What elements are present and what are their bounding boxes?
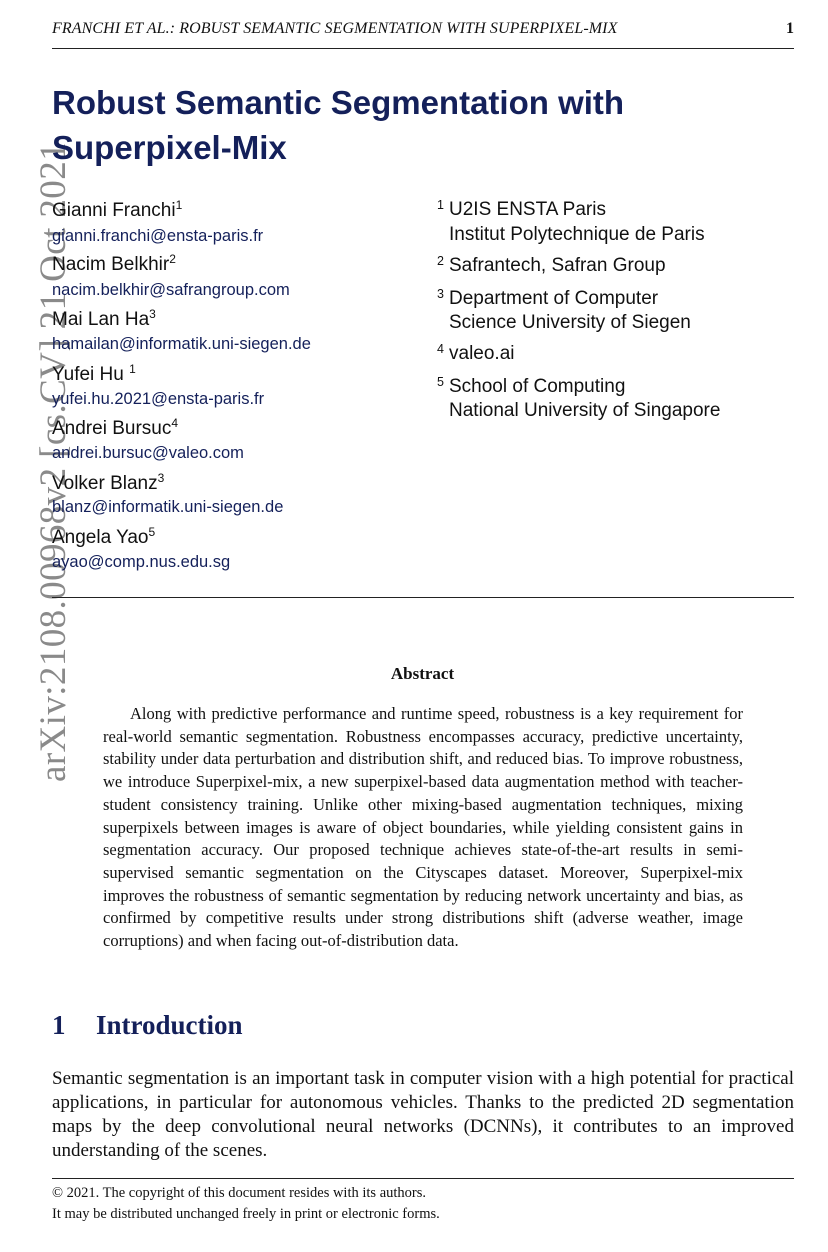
- author-name: Volker Blanz$^3$: [52, 471, 165, 494]
- copyright-line: © 2021. The copyright of this document resides with its authors.: [52, 1185, 427, 1201]
- distribution-line: It may be distributed unchanged freely in print or electronic forms.: [52, 1206, 440, 1222]
- author-name: Andrei Bursuc$^4$: [52, 416, 179, 439]
- title-block-rule: [52, 597, 794, 598]
- affiliation-line: Science University of Siegen: [449, 312, 691, 333]
- affiliation-number: 2: [437, 254, 444, 268]
- author-name: Yufei Hu $^1$: [52, 362, 136, 385]
- affiliation-number: 5: [437, 375, 444, 389]
- author-email-link[interactable]: yufei.hu.2021@ensta-paris.fr: [52, 390, 265, 408]
- paper-title-line-2: Superpixel-Mix: [52, 129, 287, 166]
- affiliation-line: Department of Computer: [449, 288, 659, 309]
- author-name: Angela Yao$^5$: [52, 525, 156, 548]
- affiliation-number: 3: [437, 287, 444, 301]
- running-title: FRANCHI ET AL.: ROBUST SEMANTIC SEGMENTATION WITH SUPERPIXEL-MIX: [52, 20, 618, 37]
- affiliation-number: 1: [437, 198, 444, 212]
- author-email-link[interactable]: andrei.bursuc@valeo.com: [52, 444, 244, 462]
- section-number: 1: [52, 1010, 66, 1040]
- affiliation-line: U2IS ENSTA Paris: [449, 199, 606, 220]
- affiliation-number: 4: [437, 342, 444, 356]
- header-rule: [52, 48, 794, 49]
- affiliation-line: National University of Singapore: [449, 400, 721, 421]
- author-name: Mai Lan Ha$^3$: [52, 307, 156, 330]
- affiliation-line: Institut Polytechnique de Paris: [449, 224, 705, 245]
- affiliation-line: School of Computing: [449, 376, 626, 397]
- author-email-link[interactable]: ayao@comp.nus.edu.sg: [52, 553, 231, 571]
- section-heading: [52, 1010, 243, 1041]
- author-email-link[interactable]: blanz@informatik.uni-siegen.de: [52, 498, 284, 516]
- page-number: 1: [786, 20, 794, 37]
- author-name: Nacim Belkhir$^2$: [52, 252, 176, 275]
- section-title: Introduction: [96, 1010, 243, 1040]
- arxiv-stamp: arXiv:2108.00968v2 [cs.CV] 21 Oct 2021: [33, 141, 74, 782]
- running-header: [52, 20, 794, 46]
- footer-rule: [52, 1178, 794, 1179]
- paper-title-line-1: Robust Semantic Segmentation with: [52, 84, 625, 121]
- author-name: Gianni Franchi$^1$: [52, 198, 183, 221]
- author-email-link[interactable]: gianni.franchi@ensta-paris.fr: [52, 227, 264, 245]
- author-email-link[interactable]: hamailan@informatik.uni-siegen.de: [52, 335, 311, 353]
- affiliation-line: valeo.ai: [449, 343, 515, 364]
- introduction-text: Semantic segmentation is an important task in computer vision with a high potential for practical applications, in particular for autonomous vehicles. Thanks to the predicted 2D segmentation maps by the deep convolutional neural networks (DCNNs), it contributes to an improved understanding of the scenes.: [52, 1068, 794, 1161]
- abstract-heading: Abstract: [390, 664, 455, 683]
- author-email-link[interactable]: nacim.belkhir@safrangroup.com: [52, 281, 290, 299]
- affiliation-line: Safrantech, Safran Group: [449, 255, 666, 276]
- abstract-text: Along with predictive performance and runtime speed, robustness is a key requirement for real-world semantic segmentation. Robustness encompasses accuracy, predictive uncertainty, stability under data perturbation and distribution shift, and reduced bias. To improve robustness, we introduce Superpixel-mix, a new superpixel-based data augmentation method with teacher-student consistency training. Unlike other mixing-based augmentation techniques, mixing superpixels between images is aware of object boundaries, while yielding consistent gains in segmentation accuracy. Our proposed technique achieves state-of-the-art results in semi-supervised semantic segmentation on the Cityscapes dataset. Moreover, Superpixel-mix improves the robustness of semantic segmentation by reducing network uncertainty and bias, as confirmed by competitive results under strong distributions shift (adverse weather, image corruptions) and when facing out-of-distribution data.: [103, 704, 743, 951]
